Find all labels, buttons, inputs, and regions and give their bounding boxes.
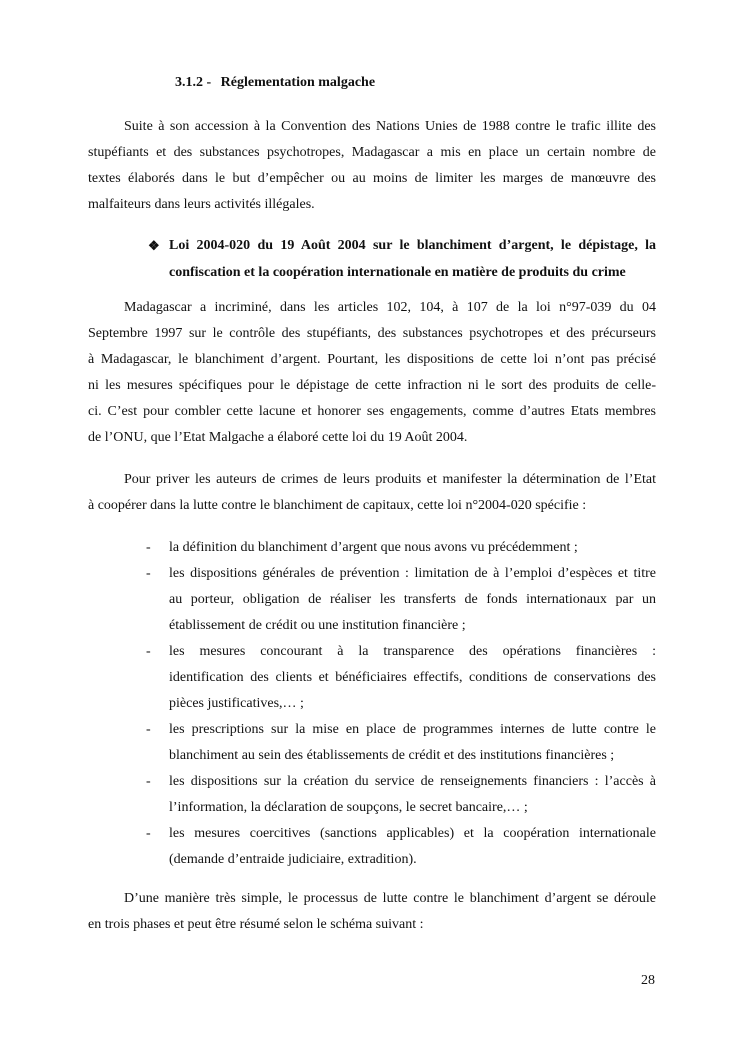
paragraph-line: Suite à son accession à la Convention des Nations Unies de 1988 contre le trafic illite des	[124, 119, 656, 134]
dash-bullet: -	[146, 826, 151, 841]
paragraph-process	[88, 886, 656, 938]
paragraph-intro	[88, 114, 656, 218]
list-item-line: les mesures concourant à la transparence des opérations financières :	[169, 644, 656, 659]
paragraph-line: à coopérer dans la lutte contre le blanchiment de capitaux, cette loi n°2004-020 spécifie :	[88, 498, 587, 513]
list-item-line: la définition du blanchiment d’argent que nous avons vu précédemment ;	[169, 540, 578, 555]
list-item	[88, 821, 656, 873]
paragraph-line: D’une manière très simple, le processus de lutte contre le blanchiment d’argent se déroule	[124, 891, 656, 906]
paragraph-line: Pour priver les auteurs de crimes de leurs produits et manifester la détermination de l’Etat	[124, 472, 656, 487]
list-item-line: les dispositions sur la création du service de renseignements financiers : l’accès à	[169, 774, 656, 789]
list-item-line: (demande d’entraide judiciaire, extradition).	[169, 852, 417, 867]
paragraph-line: en trois phases et peut être résumé selon le schéma suivant :	[88, 917, 424, 932]
diamond-bullet-icon: ❖	[148, 238, 160, 253]
paragraph-line: malfaiteurs dans leurs activités illégales.	[88, 197, 315, 212]
paragraph-line: Septembre 1997 sur le contrôle des stupéfiants, des substances psychotropes et des précurseurs	[88, 326, 656, 341]
list-item-line: établissement de crédit ou une institution financière ;	[169, 618, 466, 633]
list-item-line: l’information, la déclaration de soupçons, le secret bancaire,… ;	[169, 800, 528, 815]
dash-bullet: -	[146, 722, 151, 737]
paragraph-line: à Madagascar, le blanchiment d’argent. Pourtant, les dispositions de cette loi n’ont pas précisé	[88, 352, 656, 367]
subheading-line: confiscation et la coopération internationale en matière de produits du crime	[169, 265, 626, 280]
dash-bullet: -	[146, 540, 151, 555]
paragraph-line: de l’ONU, que l’Etat Malgache a élaboré cette loi du 19 Août 2004.	[88, 430, 468, 445]
paragraph-line: ni les mesures spécifiques pour le dépistage de cette infraction ni le sort des produits de celle-	[88, 378, 656, 393]
page-number: 28	[641, 973, 655, 988]
list-item-line: les mesures coercitives (sanctions applicables) et la coopération internationale	[169, 826, 656, 841]
list-item-line: les dispositions générales de prévention : limitation de à l’emploi d’espèces et titre	[169, 566, 656, 581]
list-item	[88, 769, 656, 821]
law-subheading	[148, 232, 656, 286]
dash-bullet: -	[146, 644, 151, 659]
paragraph-line: ci. C’est pour combler cette lacune et honorer ses engagements, comme d’autres Etats membres	[88, 404, 656, 419]
dash-bullet: -	[146, 774, 151, 789]
paragraph-line: Madagascar a incriminé, dans les articles 102, 104, à 107 de la loi n°97-039 du 04	[124, 300, 656, 315]
paragraph-madagascar	[88, 295, 656, 451]
list-item	[88, 535, 656, 561]
section-heading	[175, 74, 375, 92]
list-item	[88, 561, 656, 639]
list-item-line: au porteur, obligation de réaliser les transferts de fonds internationaux par un	[169, 592, 656, 607]
law-subheading-text	[169, 232, 656, 286]
list-item-line: identification des clients et bénéficiaires effectifs, conditions de conservations des	[169, 670, 656, 685]
list-item-line: blanchiment au sein des établissements de crédit et des institutions financières ;	[169, 748, 615, 763]
section-title: Réglementation malgache	[220, 75, 376, 90]
list-item	[88, 639, 656, 717]
paragraph-objectives	[88, 467, 656, 519]
paragraph-line: stupéfiants et des substances psychotropes, Madagascar a mis en place un certain nombre de	[88, 145, 656, 160]
list-item-line: les prescriptions sur la mise en place de programmes internes de lutte contre le	[169, 722, 656, 737]
list-item-line: pièces justificatives,… ;	[169, 696, 304, 711]
dash-bullet: -	[146, 566, 151, 581]
subheading-line: Loi 2004-020 du 19 Août 2004 sur le blanchiment d’argent, le dépistage, la	[169, 238, 656, 253]
list-item	[88, 717, 656, 769]
paragraph-line: textes élaborés dans le but d’empêcher ou au moins de limiter les marges de manœuvre des	[88, 171, 656, 186]
section-number: 3.1.2 -	[175, 75, 212, 90]
provisions-list	[88, 535, 656, 873]
